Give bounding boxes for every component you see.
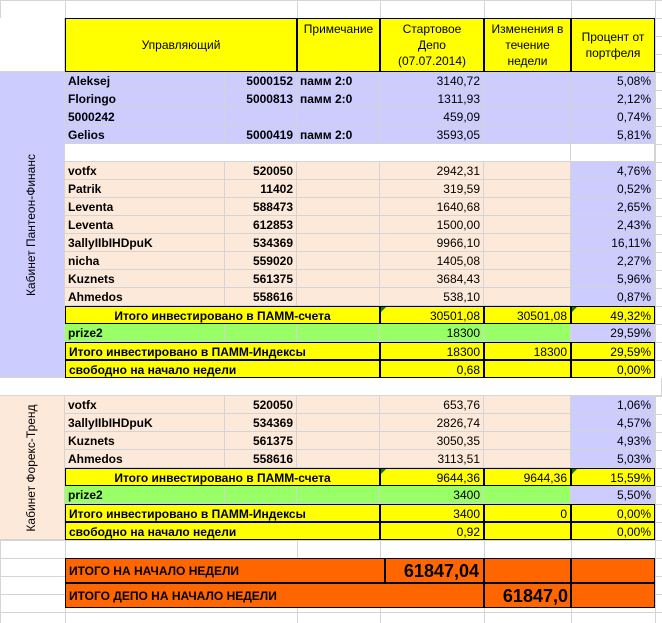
pf-a-row-deposit: 3593,05 [380, 126, 484, 144]
s2-free-changes [484, 522, 571, 540]
pf-a-row-changes [484, 72, 571, 90]
pf-a-row-account: 5000813 [225, 90, 297, 108]
summary-blank-2 [571, 558, 655, 583]
pf-b-row-name: Kuznets [65, 270, 225, 288]
pf-a-row-name: Floringo [65, 90, 225, 108]
pf-b-row-changes [484, 270, 571, 288]
pf-b-row-percent: 2,43% [571, 216, 655, 234]
ft-row-account: 558616 [225, 450, 297, 468]
summary-blank-1 [484, 558, 571, 583]
pf-b-row-account: 612853 [225, 216, 297, 234]
s2-free-percent: 0,00% [571, 522, 655, 540]
pf-b-row-note [297, 234, 380, 252]
pf-b-row-percent: 2,27% [571, 252, 655, 270]
ft-row-percent: 4,93% [571, 432, 655, 450]
pf-a-row-changes [484, 108, 571, 126]
pf-b-row-note [297, 252, 380, 270]
s2-total-index-deposit: 3400 [380, 504, 484, 522]
cell-note-indicator [381, 307, 386, 312]
cell-note-indicator [572, 307, 577, 312]
cell-note-indicator [572, 469, 577, 474]
ft-row-note [297, 396, 380, 414]
ft-row-note [297, 450, 380, 468]
section1-label: Кабинет Пантеон-Финанс [24, 154, 38, 296]
s1-free-label: свободно на начало недели [65, 360, 380, 378]
s1-total-index-changes: 18300 [484, 342, 571, 360]
pf-b-row-deposit: 2942,31 [380, 162, 484, 180]
pf-b-row-name: votfx [65, 162, 225, 180]
pf-b-row-percent: 0,87% [571, 288, 655, 306]
blank-row-pct [571, 144, 655, 162]
s2-free-label: свободно на начало недели [65, 522, 380, 540]
s1-index-changes [484, 324, 571, 342]
s1-index-note [297, 324, 380, 342]
s1-free-deposit: 0,68 [380, 360, 484, 378]
pf-b-row-account: 11402 [225, 180, 297, 198]
s2-index-deposit: 3400 [380, 486, 484, 504]
s2-total-pamm-label: Итого инвестировано в ПАММ-счета [65, 468, 380, 486]
pf-b-row-account: 561375 [225, 270, 297, 288]
pf-a-row-percent: 5,08% [571, 72, 655, 90]
pf-b-row-note [297, 180, 380, 198]
pf-a-row-name: Gelios [65, 126, 225, 144]
pf-b-row-changes [484, 180, 571, 198]
s2-total-pamm-deposit: 9644,36 [380, 468, 484, 486]
pf-b-row-deposit: 3684,43 [380, 270, 484, 288]
s1-total-index-percent: 29,59% [571, 342, 655, 360]
pf-b-row-percent: 5,96% [571, 270, 655, 288]
pf-b-row-name: Leventa [65, 198, 225, 216]
s1-total-pamm-deposit: 30501,08 [380, 306, 484, 324]
pf-b-row-percent: 4,76% [571, 162, 655, 180]
ft-row-note [297, 432, 380, 450]
pf-b-row-note [297, 162, 380, 180]
s2-index-changes [484, 486, 571, 504]
ft-row-deposit: 3050,35 [380, 432, 484, 450]
pf-b-row-deposit: 1640,68 [380, 198, 484, 216]
pf-b-row-percent: 2,65% [571, 198, 655, 216]
ft-row-changes [484, 396, 571, 414]
pf-b-row-name: Ahmedos [65, 288, 225, 306]
pf-b-row-deposit: 538,10 [380, 288, 484, 306]
pf-b-row-changes [484, 216, 571, 234]
pf-b-row-changes [484, 162, 571, 180]
s2-total-index-percent: 0,00% [571, 504, 655, 522]
ft-row-account: 534369 [225, 414, 297, 432]
pf-a-row-account: 5000152 [225, 72, 297, 90]
pf-a-row-note: памм 2:0 [297, 72, 380, 90]
s1-index-deposit: 18300 [380, 324, 484, 342]
pf-b-row-account: 559020 [225, 252, 297, 270]
ft-row-deposit: 2826,74 [380, 414, 484, 432]
ft-row-changes [484, 432, 571, 450]
pf-a-row-percent: 2,12% [571, 90, 655, 108]
ft-row-name: Ahmedos [65, 450, 225, 468]
pf-a-row-name: 5000242 [65, 108, 225, 126]
pf-b-row-note [297, 288, 380, 306]
header-changes: Изменения в течение недели [484, 18, 571, 72]
pf-b-row-percent: 16,11% [571, 234, 655, 252]
header-start-deposit: Стартовое Депо (07.07.2014) [380, 18, 484, 72]
pf-b-row-name: 3allyIIbIHDpuK [65, 234, 225, 252]
ft-row-percent: 5,03% [571, 450, 655, 468]
s1-total-pamm-label: Итого инвестировано в ПАММ-счета [65, 306, 380, 324]
pf-b-row-note [297, 216, 380, 234]
s2-index-note [297, 486, 380, 504]
pf-a-row-changes [484, 90, 571, 108]
pf-b-row-account: 588473 [225, 198, 297, 216]
gap-row [0, 378, 662, 396]
pf-b-row-note [297, 270, 380, 288]
s1-total-index-deposit: 18300 [380, 342, 484, 360]
s1-total-pamm-percent: 49,32% [571, 306, 655, 324]
ft-row-name: 3allyIIbIHDpuK [65, 414, 225, 432]
pf-a-row-deposit: 1311,93 [380, 90, 484, 108]
summary-total-deposit-value: 61847,0 [484, 583, 571, 608]
pf-b-row-name: Patrik [65, 180, 225, 198]
pf-b-row-deposit: 1500,00 [380, 216, 484, 234]
s2-index-name: prize2 [65, 486, 225, 504]
pf-b-row-account: 534369 [225, 234, 297, 252]
pf-a-row-account: 5000419 [225, 126, 297, 144]
pf-b-row-account: 558616 [225, 288, 297, 306]
summary-blank-3 [571, 583, 655, 608]
ft-row-changes [484, 450, 571, 468]
summary-total-start-value: 61847,04 [385, 558, 484, 583]
pf-a-row-note [297, 108, 380, 126]
s1-total-index-label: Итого инвестировано в ПАММ-Индексы [65, 342, 380, 360]
pf-b-row-name: Leventa [65, 216, 225, 234]
pf-a-row-deposit: 459,09 [380, 108, 484, 126]
header-blank [0, 18, 65, 72]
s2-total-index-changes: 0 [484, 504, 571, 522]
summary-total-start-label: ИТОГО НА НАЧАЛО НЕДЕЛИ [65, 558, 385, 583]
pf-b-row-name: nicha [65, 252, 225, 270]
ft-row-percent: 4,57% [571, 414, 655, 432]
pf-a-row-name: Aleksej [65, 72, 225, 90]
pf-a-row-percent: 5,81% [571, 126, 655, 144]
pf-b-row-changes [484, 198, 571, 216]
pf-a-row-note: памм 2:0 [297, 90, 380, 108]
ft-row-name: Kuznets [65, 432, 225, 450]
pf-b-row-percent: 0,52% [571, 180, 655, 198]
ft-row-account: 520050 [225, 396, 297, 414]
s1-index-percent: 29,59% [571, 324, 655, 342]
s1-total-pamm-changes: 30501,08 [484, 306, 571, 324]
pf-b-row-note [297, 198, 380, 216]
s2-free-deposit: 0,92 [380, 522, 484, 540]
ft-row-note [297, 414, 380, 432]
pf-b-row-changes [484, 252, 571, 270]
s1-free-changes [484, 360, 571, 378]
pf-a-row-note: памм 2:0 [297, 126, 380, 144]
pf-a-row-account [225, 108, 297, 126]
s2-total-index-label: Итого инвестировано в ПАММ-Индексы [65, 504, 380, 522]
ft-row-name: votfx [65, 396, 225, 414]
pf-a-row-percent: 0,74% [571, 108, 655, 126]
ft-row-changes [484, 414, 571, 432]
ft-row-account: 561375 [225, 432, 297, 450]
s2-index-percent: 5,50% [571, 486, 655, 504]
section2-label: Кабинет Форекс-Тренд [24, 404, 38, 532]
header-note: Примечание [297, 18, 380, 72]
blank-row [65, 144, 571, 162]
pf-b-row-account: 520050 [225, 162, 297, 180]
pf-b-row-deposit: 9966,10 [380, 234, 484, 252]
s1-free-percent: 0,00% [571, 360, 655, 378]
ft-row-deposit: 3113,51 [380, 450, 484, 468]
pf-b-row-changes [484, 288, 571, 306]
pf-a-row-changes [484, 126, 571, 144]
s2-index-account [225, 486, 297, 504]
s2-total-pamm-changes: 9644,36 [484, 468, 571, 486]
cell-note-indicator [381, 469, 386, 474]
pf-b-row-deposit: 1405,08 [380, 252, 484, 270]
pf-b-row-deposit: 319,59 [380, 180, 484, 198]
s1-index-name: prize2 [65, 324, 225, 342]
s1-index-account [225, 324, 297, 342]
ft-row-percent: 1,06% [571, 396, 655, 414]
header-manager: Управляющий [65, 18, 297, 72]
header-percent: Процент от портфеля [571, 18, 655, 72]
ft-row-deposit: 653,76 [380, 396, 484, 414]
summary-total-deposit-label: ИТОГО ДЕПО НА НАЧАЛО НЕДЕЛИ [65, 583, 484, 608]
pf-b-row-changes [484, 234, 571, 252]
pf-a-row-deposit: 3140,72 [380, 72, 484, 90]
s2-total-pamm-percent: 15,59% [571, 468, 655, 486]
